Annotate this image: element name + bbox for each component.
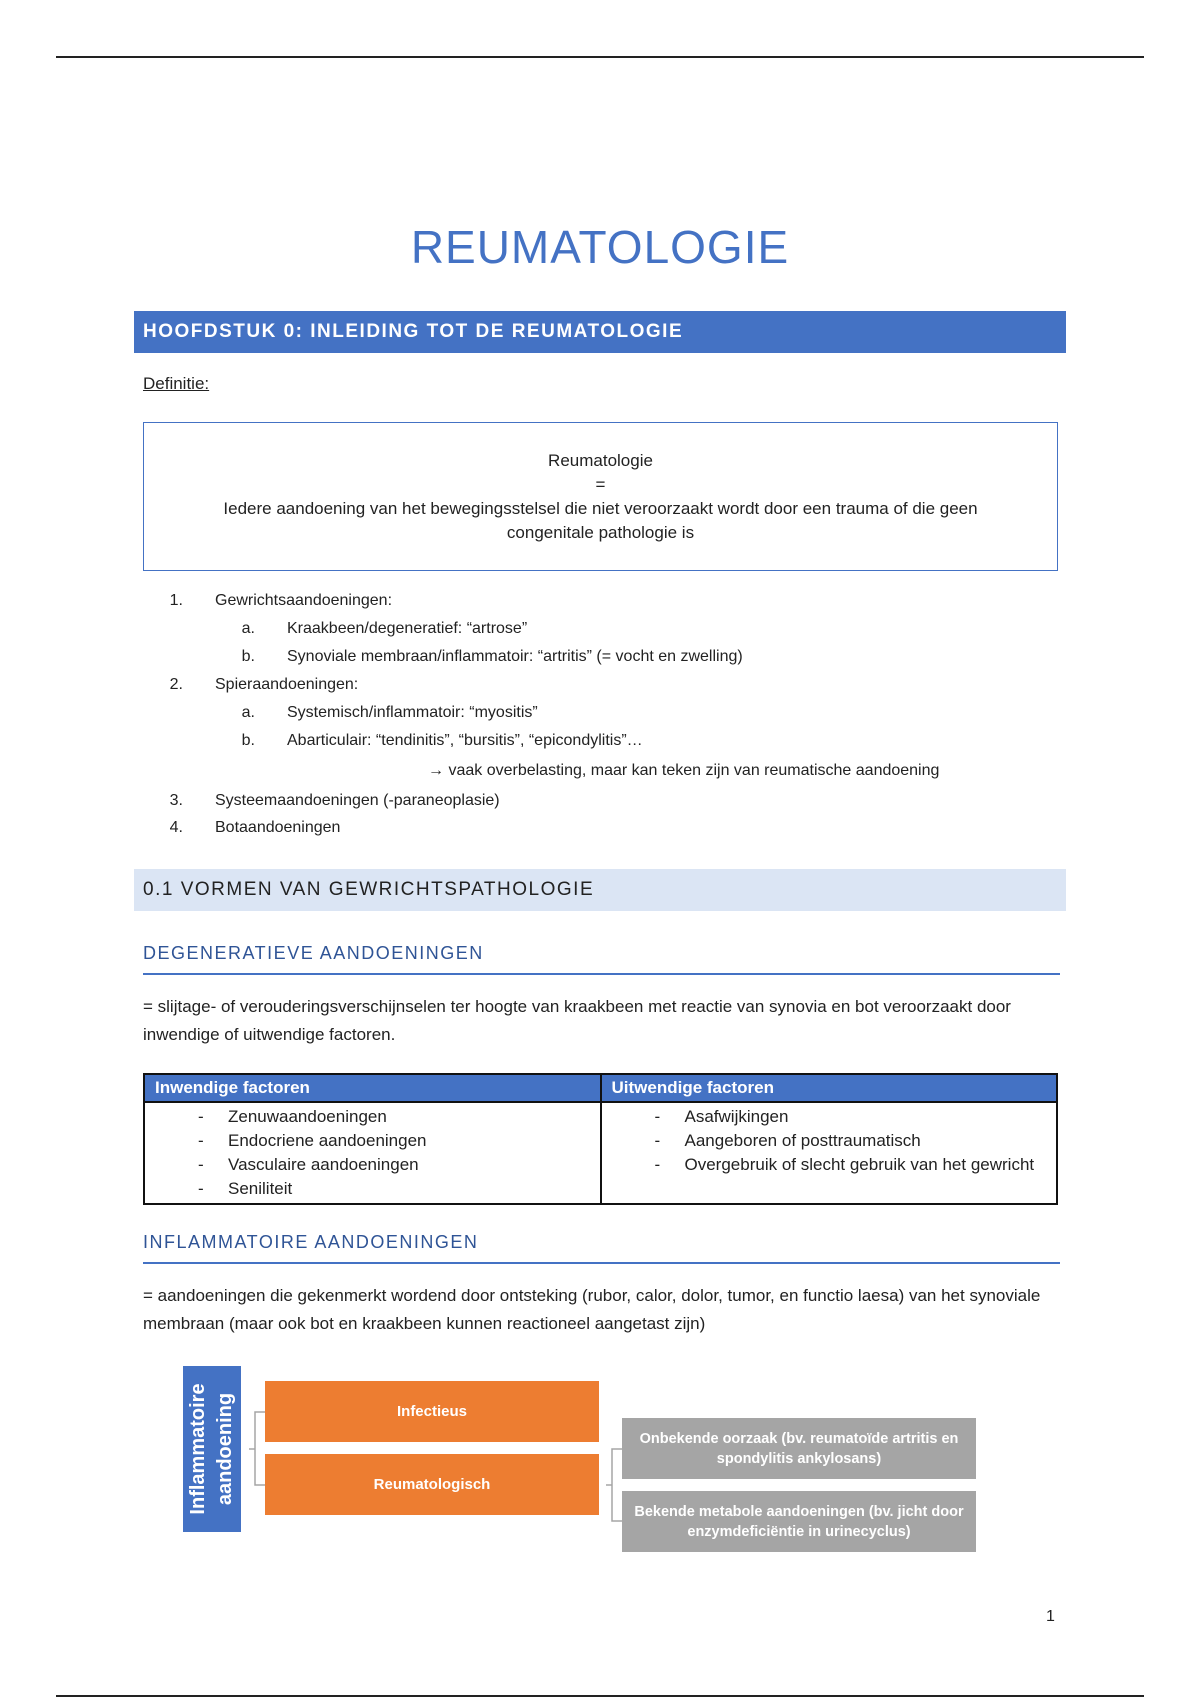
root-label-line2: aandoening <box>214 1392 236 1506</box>
list-letter: a. <box>241 620 255 637</box>
list-letter: a. <box>241 704 255 721</box>
list-text: Systemisch/inflammatoir: “myositis” <box>287 704 538 721</box>
factor-text: Endocriene aandoeningen <box>228 1131 427 1150</box>
degenerative-description: = slijtage- of verouderingsverschijnselen ter hoogte van kraakbeen met reactie van synovia en bot veroorzaakt door inwendige of uitwendige factoren. <box>143 997 1011 1044</box>
list-item: - Aangeboren of posttraumatisch <box>602 1129 1057 1153</box>
root-label-line1: Inflammatoire <box>187 1383 209 1515</box>
column-header-external: Uitwendige factoren <box>601 1074 1058 1102</box>
list-text: Abarticulair: “tendinitis”, “bursitis”, “epicondylitis”… <box>287 732 643 749</box>
list-note: → vaak overbelasting, maar kan teken zijn van reumatische aandoening <box>428 762 940 779</box>
factor-text: Aangeboren of posttraumatisch <box>684 1131 921 1150</box>
inflammatory-description: = aandoeningen die gekenmerkt wordend door ontsteking (rubor, calor, dolor, tumor, en functio laesa) van het synoviale membraan (maar ook bot en kraakbeen kunnen reactioneel aangetast zijn) <box>143 1286 1041 1333</box>
factor-text: Asafwijkingen <box>684 1107 789 1126</box>
factor-text: Vasculaire aandoeningen <box>228 1155 419 1174</box>
list-text: Systeemaandoeningen (-paraneoplasie) <box>215 792 500 809</box>
list-number: 1. <box>169 592 183 609</box>
diagram-branch-infectious: Infectieus <box>265 1381 599 1442</box>
list-item: - Overgebruik of slecht gebruik van het gewricht <box>602 1153 1057 1177</box>
list-number: 2. <box>169 676 183 693</box>
list-text: Spieraandoeningen: <box>215 676 359 693</box>
footer-rule <box>56 1695 1144 1697</box>
subsection-heading-inflammatory: INFLAMMATOIRE AANDOENINGEN <box>143 1232 479 1252</box>
list-number: 3. <box>169 792 183 809</box>
definition-text: Iedere aandoening van het bewegingsstelsel die niet veroorzaakt wordt door een trauma of die geen congenitale pathologie is <box>223 499 978 542</box>
diagram-branch-rheumatologic: Reumatologisch <box>265 1454 599 1515</box>
diagram-root <box>183 1366 241 1532</box>
factor-text: Seniliteit <box>228 1179 293 1198</box>
page-number: 1 <box>1046 1608 1055 1625</box>
branch-connector <box>606 1449 622 1521</box>
list-number: 4. <box>169 819 183 836</box>
list-item: - Zenuwaandoeningen <box>145 1105 600 1129</box>
column-header-internal: Inwendige factoren <box>144 1074 601 1102</box>
definition-term: Reumatologie <box>548 451 653 470</box>
list-item: - Endocriene aandoeningen <box>145 1129 600 1153</box>
chapter-heading: HOOFDSTUK 0: INLEIDING TOT DE REUMATOLOGIE <box>134 311 1066 353</box>
subsection-heading-degenerative: DEGENERATIEVE AANDOENINGEN <box>143 943 484 963</box>
list-text: Botaandoeningen <box>215 819 341 836</box>
list-item: - Vasculaire aandoeningen <box>145 1153 600 1177</box>
list-letter: b. <box>241 648 255 665</box>
page-title: REUMATOLOGIE <box>410 221 790 273</box>
list-text: Synoviale membraan/inflammatoir: “artritis” (= vocht en zwelling) <box>287 648 743 665</box>
diagram-leaf-unknown-cause: Onbekende oorzaak (bv. reumatoïde artritis en spondylitis ankylosans) <box>622 1418 976 1479</box>
list-text: Gewrichtsaandoeningen: <box>215 592 393 609</box>
list-item: - Seniliteit <box>145 1177 600 1201</box>
list-item: - Asafwijkingen <box>602 1105 1057 1129</box>
factor-text: Zenuwaandoeningen <box>228 1107 387 1126</box>
factor-text: Overgebruik of slecht gebruik van het gewricht <box>684 1155 1035 1174</box>
diagram-leaf-metabolic: Bekende metabole aandoeningen (bv. jicht door enzymdeficiëntie in urinecyclus) <box>622 1491 976 1552</box>
definition-equals: = <box>595 475 606 494</box>
root-connector <box>249 1412 265 1485</box>
list-letter: b. <box>241 732 255 749</box>
list-text: Kraakbeen/degeneratief: “artrose” <box>287 620 528 637</box>
section-heading: 0.1 VORMEN VAN GEWRICHTSPATHOLOGIE <box>134 869 1066 911</box>
definition-label: Definitie: <box>143 374 210 393</box>
